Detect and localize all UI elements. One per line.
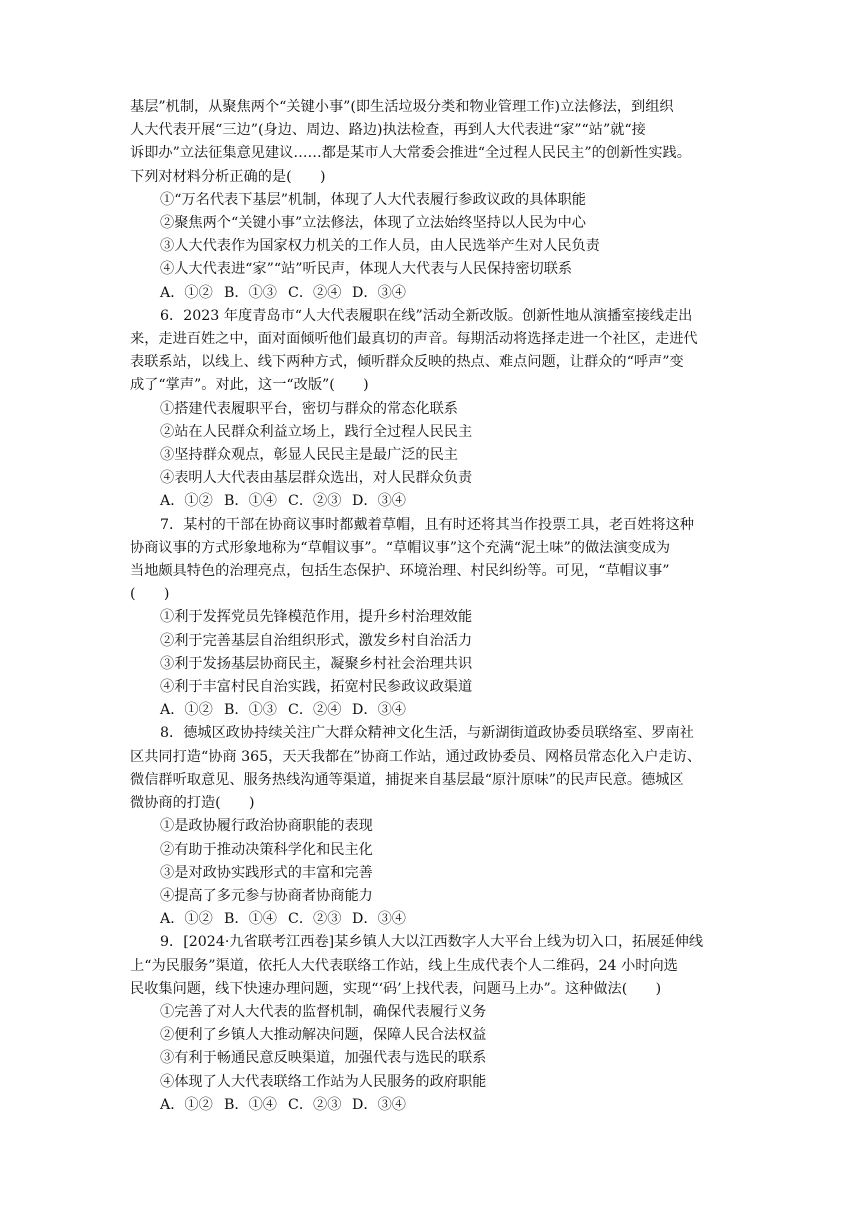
stem-line: 微协商的打造( ) (130, 795, 255, 812)
choice-a[interactable]: A．①② (160, 911, 213, 928)
question-stem (130, 305, 742, 398)
answer-choices (130, 490, 742, 513)
stem-line: 8．德城区政协持续关注广大群众精神文化生活，与新湖街道政协委员联络室、罗南社 (160, 725, 694, 742)
statement-option: ②有助于推动决策科学化和民主化 (160, 841, 373, 858)
question-9 (130, 931, 742, 1117)
choice-b[interactable]: B．①④ (224, 493, 277, 510)
stem-line: 6．2023 年度青岛市“人大代表履职在线”活动全新改版。创新性地从演播室接线走出 (160, 307, 693, 324)
statement-option: ②利于完善基层自治组织形式，激发乡村自治活力 (160, 632, 473, 649)
statement-option: ①搭建代表履职平台，密切与群众的常态化联系 (160, 400, 458, 417)
question-5 (130, 96, 742, 305)
stem-line: 表联系站，以线上、线下两种方式，倾听群众反映的热点、难点问题，让群众的“呼声”变 (130, 354, 684, 371)
question-stem (130, 722, 742, 815)
choice-b[interactable]: B．①④ (224, 911, 277, 928)
statement-option: ③是对政协实践形式的丰富和完善 (160, 864, 373, 881)
question-stem (130, 514, 742, 607)
choice-d[interactable]: D．③④ (352, 284, 406, 301)
question-6 (130, 305, 742, 514)
choice-b[interactable]: B．①③ (224, 284, 277, 301)
statement-option: ④表明人大代表由基层群众选出，对人民群众负责 (160, 470, 473, 487)
question-stem (130, 96, 742, 189)
statement-option: ③坚持群众观点，彰显人民民主是最广泛的民主 (160, 447, 458, 464)
statement-option: ④利于丰富村民自治实践，拓宽村民参政议政渠道 (160, 679, 473, 696)
statement-option: ④体现了人大代表联络工作站为人民服务的政府职能 (160, 1073, 487, 1090)
statement-option: ②聚焦两个“关键小事”立法修法，体现了立法始终坚持以人民为中心 (160, 215, 586, 232)
choice-b[interactable]: B．①④ (224, 1096, 277, 1113)
choice-a[interactable]: A．①② (160, 702, 213, 719)
answer-choices (130, 1094, 742, 1117)
choice-b[interactable]: B．①③ (224, 702, 277, 719)
question-stem (130, 931, 742, 1001)
stem-line: 成了“掌声”。对此，这一“改版”( ) (130, 377, 369, 394)
stem-line: 上“为民服务”渠道，依托人大代表联络工作站，线上生成代表个人二维码，24 小时向选 (130, 957, 678, 974)
answer-choices (130, 282, 742, 305)
statement-option: ④人大代表进“家”“站”听民声，体现人大代表与人民保持密切联系 (160, 261, 573, 278)
statement-option: ①完善了对人大代表的监督机制，确保代表履行义务 (160, 1003, 487, 1020)
statement-option: ①“万名代表下基层”机制，体现了人大代表履行参政议政的具体职能 (160, 191, 586, 208)
choice-c[interactable]: C．②③ (288, 493, 342, 510)
statement-option: ③有利于畅通民意反映渠道，加强代表与选民的联系 (160, 1050, 487, 1067)
statement-option: ③人大代表作为国家权力机关的工作人员，由人民选举产生对人民负责 (160, 238, 600, 255)
statement-option: ①利于发挥党员先锋模范作用，提升乡村治理效能 (160, 609, 473, 626)
choice-a[interactable]: A．①② (160, 284, 213, 301)
statement-option: ④提高了多元参与协商者协商能力 (160, 887, 373, 904)
stem-line: 7．某村的干部在协商议事时都戴着草帽，且有时还将其当作投票工具，老百姓将这种 (160, 516, 694, 533)
stem-line: 民收集问题，线下快速办理问题，实现“‘码’上找代表，问题马上办”。这种做法( ) (130, 980, 662, 997)
choice-c[interactable]: C．②③ (288, 1096, 342, 1113)
stem-line: 协商议事的方式形象地称为“草帽议事”。“草帽议事”这个充满“泥土味”的做法演变成为 (130, 539, 671, 556)
choice-d[interactable]: D．③④ (352, 1096, 406, 1113)
stem-line: 当地颇具特色的治理亮点，包括生态保护、环境治理、村民纠纷等。可见，“草帽议事” (130, 563, 670, 580)
statement-option: ①是政协履行政治协商职能的表现 (160, 818, 373, 835)
choice-a[interactable]: A．①② (160, 493, 213, 510)
stem-line: 来，走进百姓之中，面对面倾听他们最真切的声音。每期活动将选择走进一个社区，走进代 (130, 331, 698, 348)
choice-a[interactable]: A．①② (160, 1096, 213, 1113)
choice-c[interactable]: C．②④ (288, 284, 342, 301)
stem-line: 区共同打造“协商 365，天天我都在”协商工作站，通过政协委员、网格员常态化入户走访、 (130, 748, 702, 765)
statement-option: ②便利了乡镇人大推动解决问题，保障人民合法权益 (160, 1027, 487, 1044)
stem-line: ( ) (130, 586, 170, 603)
choice-c[interactable]: C．②③ (288, 911, 342, 928)
statement-option: ③利于发扬基层协商民主，凝聚乡村社会治理共识 (160, 655, 473, 672)
question-page (130, 96, 742, 1117)
choice-d[interactable]: D．③④ (352, 493, 406, 510)
choice-d[interactable]: D．③④ (352, 702, 406, 719)
answer-choices (130, 699, 742, 722)
choice-c[interactable]: C．②④ (288, 702, 342, 719)
stem-line: 微信群听取意见、服务热线沟通等渠道，捕捉来自基层最“原汁原味”的民声民意。德城区 (130, 771, 684, 788)
stem-line: 诉即办”立法征集意见建议……都是某市人大常委会推进“全过程人民民主”的创新性实践。 (130, 145, 691, 162)
stem-line: 下列对材料分析正确的是( ) (130, 168, 326, 185)
question-7 (130, 514, 742, 723)
question-8 (130, 722, 742, 931)
statement-option: ②站在人民群众利益立场上，践行全过程人民民主 (160, 423, 473, 440)
choice-d[interactable]: D．③④ (352, 911, 406, 928)
stem-line: 基层”机制，从聚焦两个“关键小事”(即生活垃圾分类和物业管理工作)立法修法，到组织 (130, 99, 674, 115)
stem-line: 人大代表开展“三边”(身边、周边、路边)执法检查，再到人大代表进“家”“站”就“接 (130, 122, 646, 139)
answer-choices (130, 908, 742, 931)
stem-line: 9．[2024·九省联考江西卷]某乡镇人大以江西数字人大平台上线为切入口，拓展延伸线 (160, 934, 704, 951)
